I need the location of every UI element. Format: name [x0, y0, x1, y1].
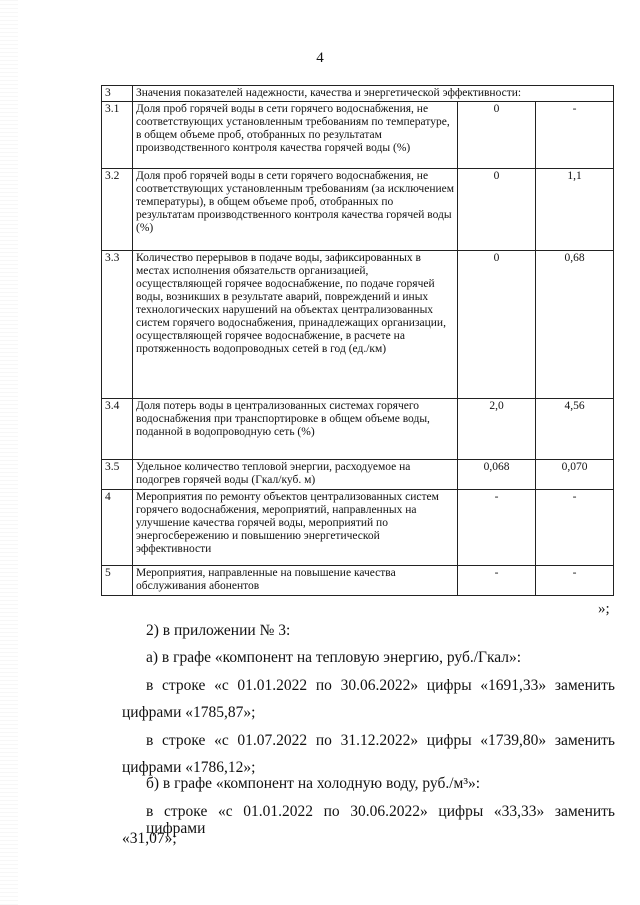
row-number: 3.5: [102, 460, 133, 490]
paragraph-row-cold-water: в строке «с 01.01.2022 по 30.06.2022» цифры «33,33» заменить цифрами: [146, 803, 615, 837]
indicator-name: Доля потерь воды в централизованных системах горячего водоснабжения при транспортировке в общем объеме воды, поданной в водопроводную сеть (%): [133, 399, 458, 460]
row-number: 3: [102, 86, 133, 102]
paragraph-row-second-half-2022-cont: цифрами «1786,12»;: [122, 759, 256, 776]
value-column-2: 0,68: [536, 251, 614, 399]
paragraph-cold-water-column: б) в графе «компонент на холодную воду, руб./м³»:: [146, 775, 481, 792]
row-number: 3.2: [102, 169, 133, 251]
table-row: [102, 566, 614, 596]
indicator-name: Мероприятия, направленные на повышение качества обслуживания абонентов: [133, 566, 458, 596]
indicators-table: [101, 85, 614, 596]
indicator-name: Мероприятия по ремонту объектов централизованных систем горячего водоснабжения, мероприятий, направленных на улучшение качества горячей воды, мероприятий по энергосбережению и повышению энергетической эффективности: [133, 490, 458, 566]
table-row: [102, 251, 614, 399]
value-column-1: -: [458, 566, 536, 596]
row-number: 3.4: [102, 399, 133, 460]
value-column-2: -: [536, 102, 614, 169]
paragraph-row-second-half-2022: в строке «с 01.07.2022 по 31.12.2022» цифры «1739,80» заменить: [146, 732, 615, 749]
scan-edge-artifact: [0, 0, 18, 905]
table-row: [102, 102, 614, 169]
value-column-2: 0,070: [536, 460, 614, 490]
row-number: 3.3: [102, 251, 133, 399]
table-row: [102, 460, 614, 490]
value-column-2: -: [536, 490, 614, 566]
paragraph-row-cold-water-cont: «31,07»;: [122, 830, 177, 847]
table-row: [102, 169, 614, 251]
value-column-2: 4,56: [536, 399, 614, 460]
paragraph-appendix-3: 2) в приложении № 3:: [146, 622, 291, 639]
indicator-name: Доля проб горячей воды в сети горячего водоснабжения, не соответствующих установленным требованиям по температуре, в общем объеме проб, отобранных по результатам производственного контроля качества горячей воды (%): [133, 102, 458, 169]
table-row: [102, 490, 614, 566]
table-row: [102, 399, 614, 460]
row-number: 5: [102, 566, 133, 596]
paragraph-row-first-half-2022: в строке «с 01.01.2022 по 30.06.2022» цифры «1691,33» заменить: [146, 677, 615, 694]
value-column-1: 0: [458, 251, 536, 399]
indicator-name: Удельное количество тепловой энергии, расходуемое на подогрев горячей воды (Гкал/куб. м): [133, 460, 458, 490]
value-column-1: 0: [458, 102, 536, 169]
indicator-name: Доля проб горячей воды в сети горячего водоснабжения, не соответствующих установленным требованиям (за исключением температуры), в общем объеме проб, отобранных по результатам производственного контроля качества горячей воды (%): [133, 169, 458, 251]
value-column-2: 1,1: [536, 169, 614, 251]
value-column-1: -: [458, 490, 536, 566]
section-title: Значения показателей надежности, качества и энергетической эффективности:: [133, 86, 614, 102]
page-number: 4: [316, 50, 324, 66]
value-column-1: 2,0: [458, 399, 536, 460]
indicator-name: Количество перерывов в подаче воды, зафиксированных в местах исполнения обязательств организацией, осуществляющей горячее водоснабжение, по подаче горячей воды, возникших в результате аварий, повреждений и иных технологических нарушений на объектах централизованных систем горячего водоснабжения, принадлежащих организации, осуществляющей горячее водоснабжение, в расчете на протяженность водопроводных сетей в год (ед./км): [133, 251, 458, 399]
value-column-1: 0,068: [458, 460, 536, 490]
row-number: 3.1: [102, 102, 133, 169]
paragraph-heat-energy-column: а) в графе «компонент на тепловую энергию, руб./Гкал»:: [146, 649, 522, 666]
paragraph-row-first-half-2022-cont: цифрами «1785,87»;: [122, 704, 256, 721]
table-row-section-3: [102, 86, 614, 102]
value-column-1: 0: [458, 169, 536, 251]
closing-quote: »;: [598, 601, 610, 617]
row-number: 4: [102, 490, 133, 566]
value-column-2: -: [536, 566, 614, 596]
